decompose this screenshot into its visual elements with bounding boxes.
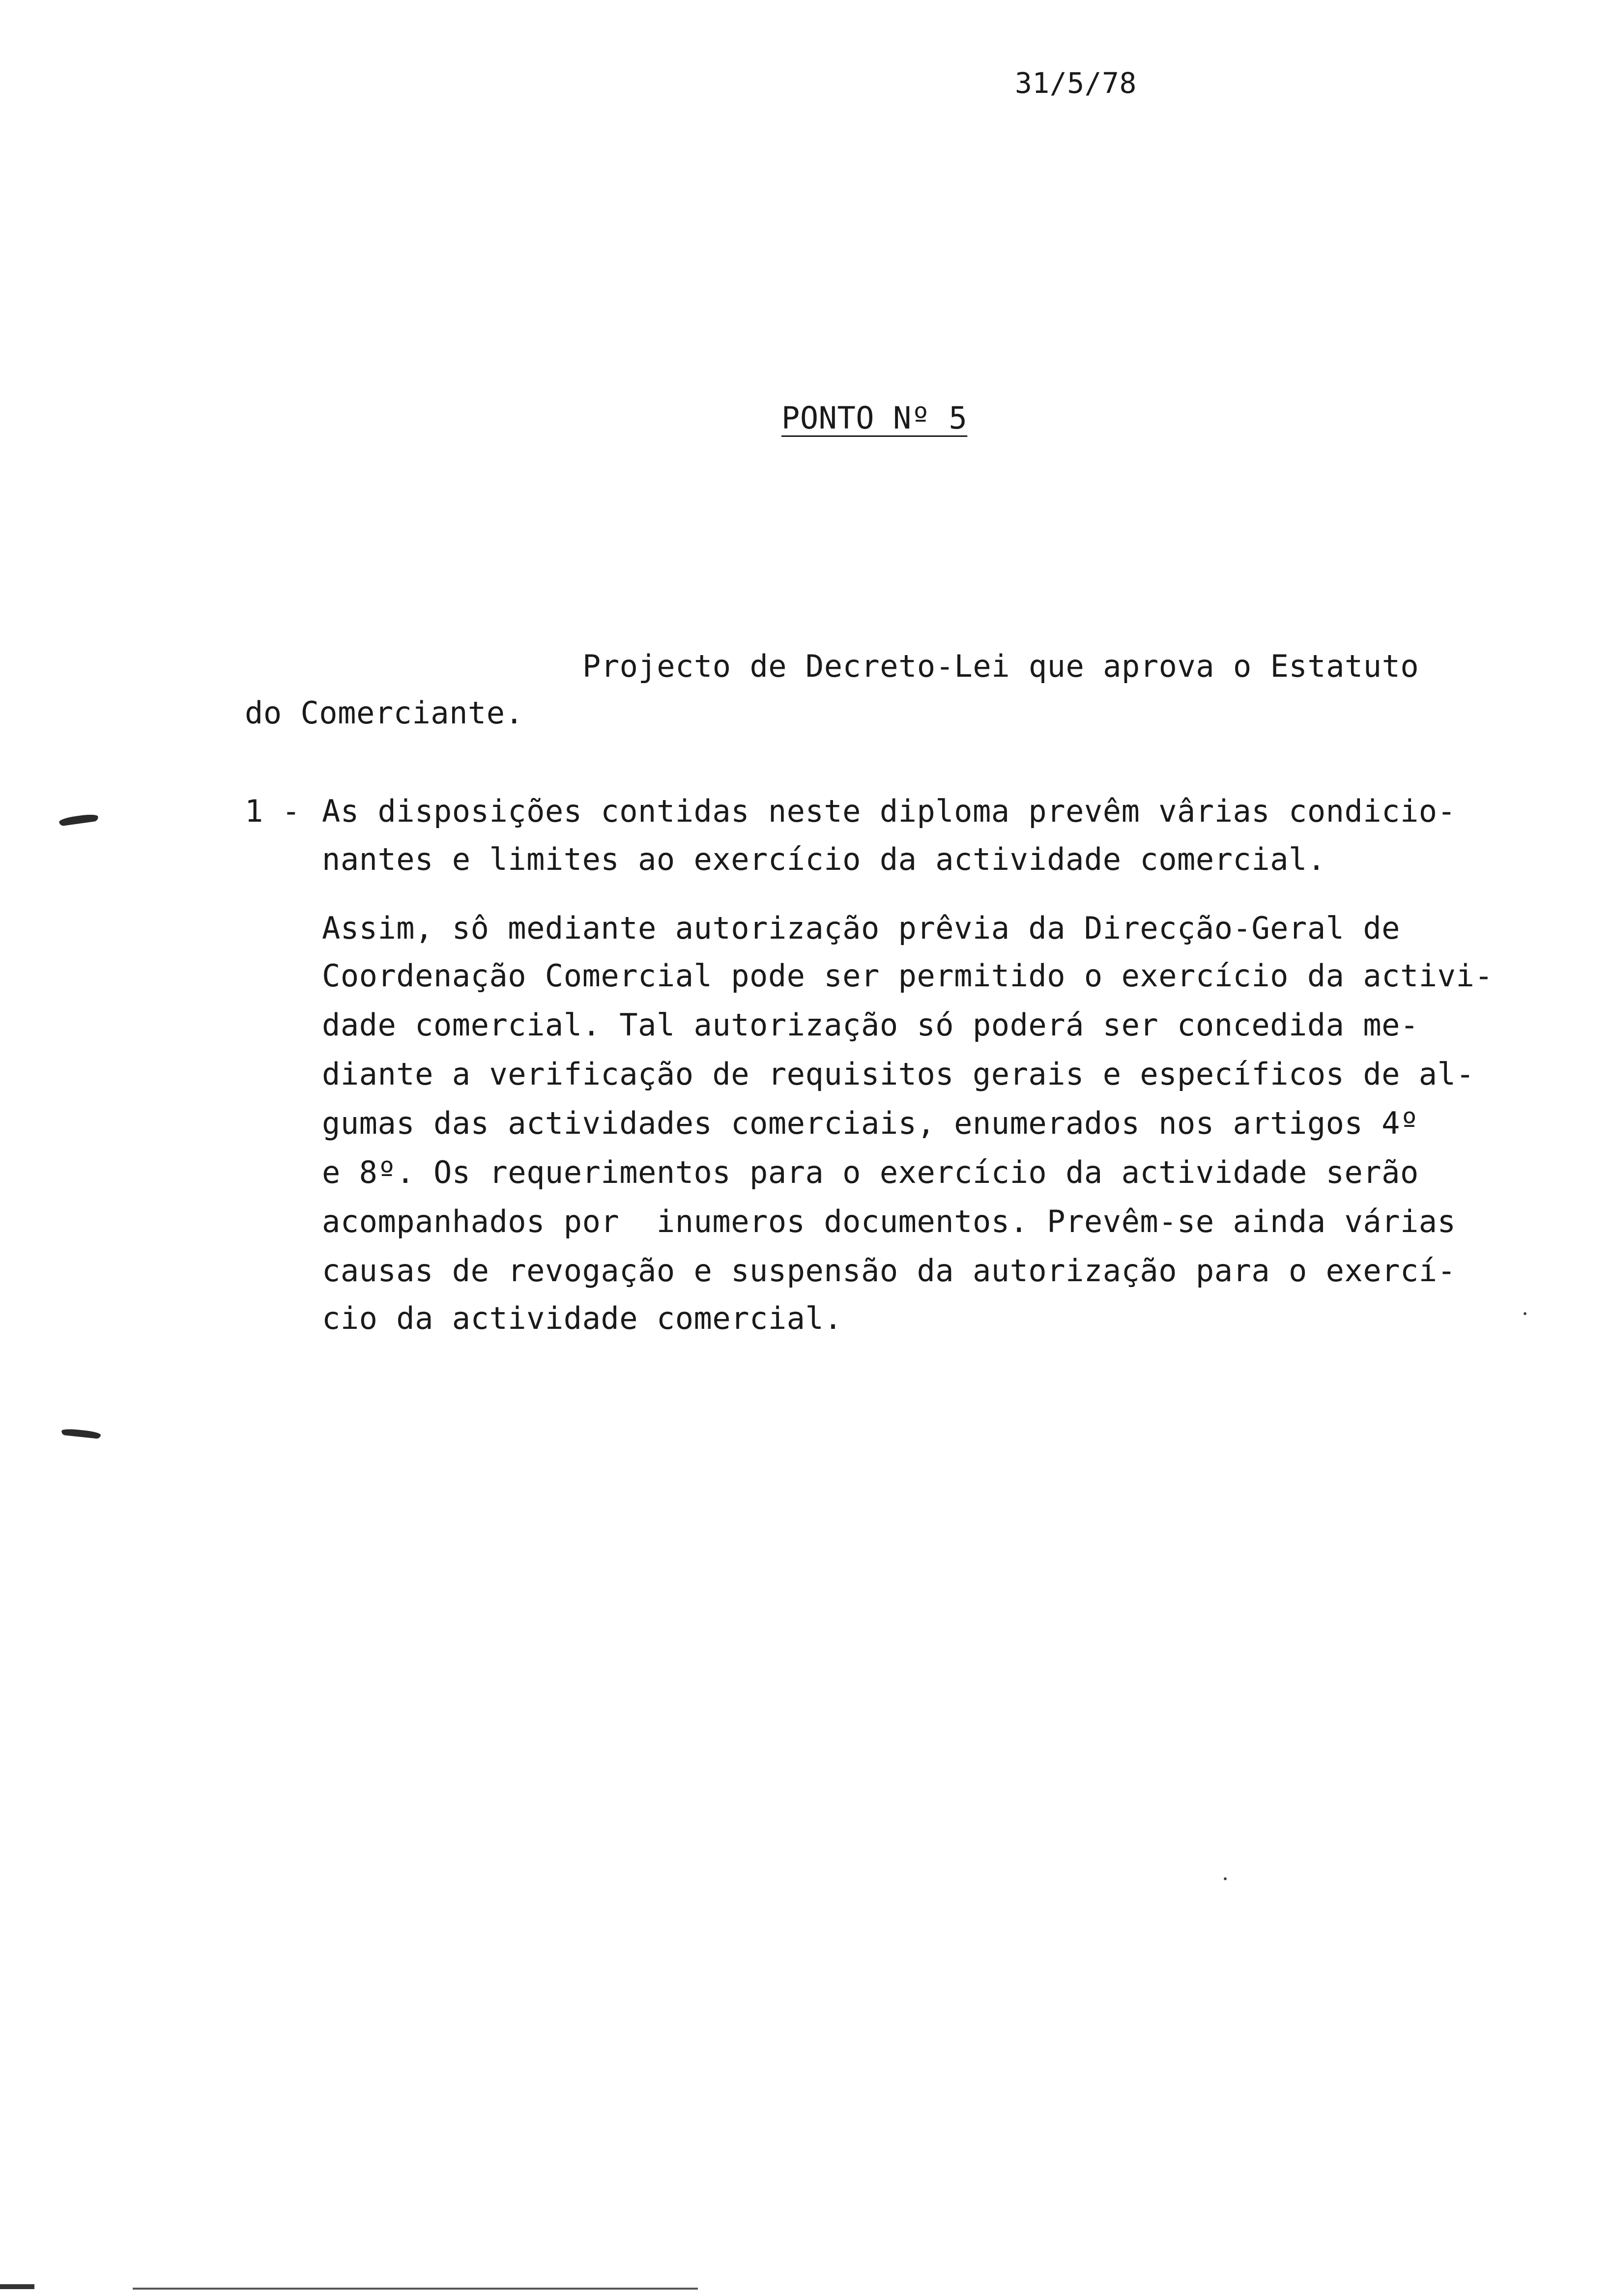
scan-speck (1524, 1312, 1526, 1315)
binder-hole-mark (61, 1428, 101, 1439)
item-line: acompanhados por inumeros documentos. Prevêm-se ainda várias (322, 1204, 1456, 1239)
item-line: causas de revogação e suspensão da autorização para o exercí- (322, 1253, 1456, 1289)
scan-speck (1224, 1877, 1227, 1880)
scan-edge-rule (133, 2288, 698, 2290)
item-number: 1 - (245, 793, 301, 829)
item-line: e 8º. Os requerimentos para o exercício da actividade serão (322, 1154, 1419, 1190)
item-line: Coordenação Comercial pode ser permitido o exercício da activi- (322, 958, 1494, 994)
document-heading: PONTO Nº 5 (781, 400, 968, 436)
binder-hole-mark (58, 813, 98, 827)
item-line: diante a verificação de requisitos gerais e específicos de al- (322, 1056, 1475, 1092)
scan-edge-mark (0, 2284, 34, 2289)
item-line: dade comercial. Tal autorização só poderá ser concedida me- (322, 1007, 1419, 1043)
item-line: Assim, sô mediante autorização prêvia da Direcção-Geral de (322, 910, 1400, 946)
intro-line-1: Projecto de Decreto-Lei que aprova o Estatuto (582, 648, 1419, 684)
item-line: As disposições contidas neste diploma prevêm vârias condicio- (322, 793, 1456, 829)
intro-line-2: do Comerciante. (245, 695, 524, 731)
document-date: 31/5/78 (1015, 66, 1137, 100)
item-line: cio da actividade comercial. (322, 1300, 843, 1336)
item-line: gumas das actividades comerciais, enumerados nos artigos 4º (322, 1105, 1419, 1141)
item-line: nantes e limites ao exercício da actividade comercial. (322, 841, 1326, 877)
